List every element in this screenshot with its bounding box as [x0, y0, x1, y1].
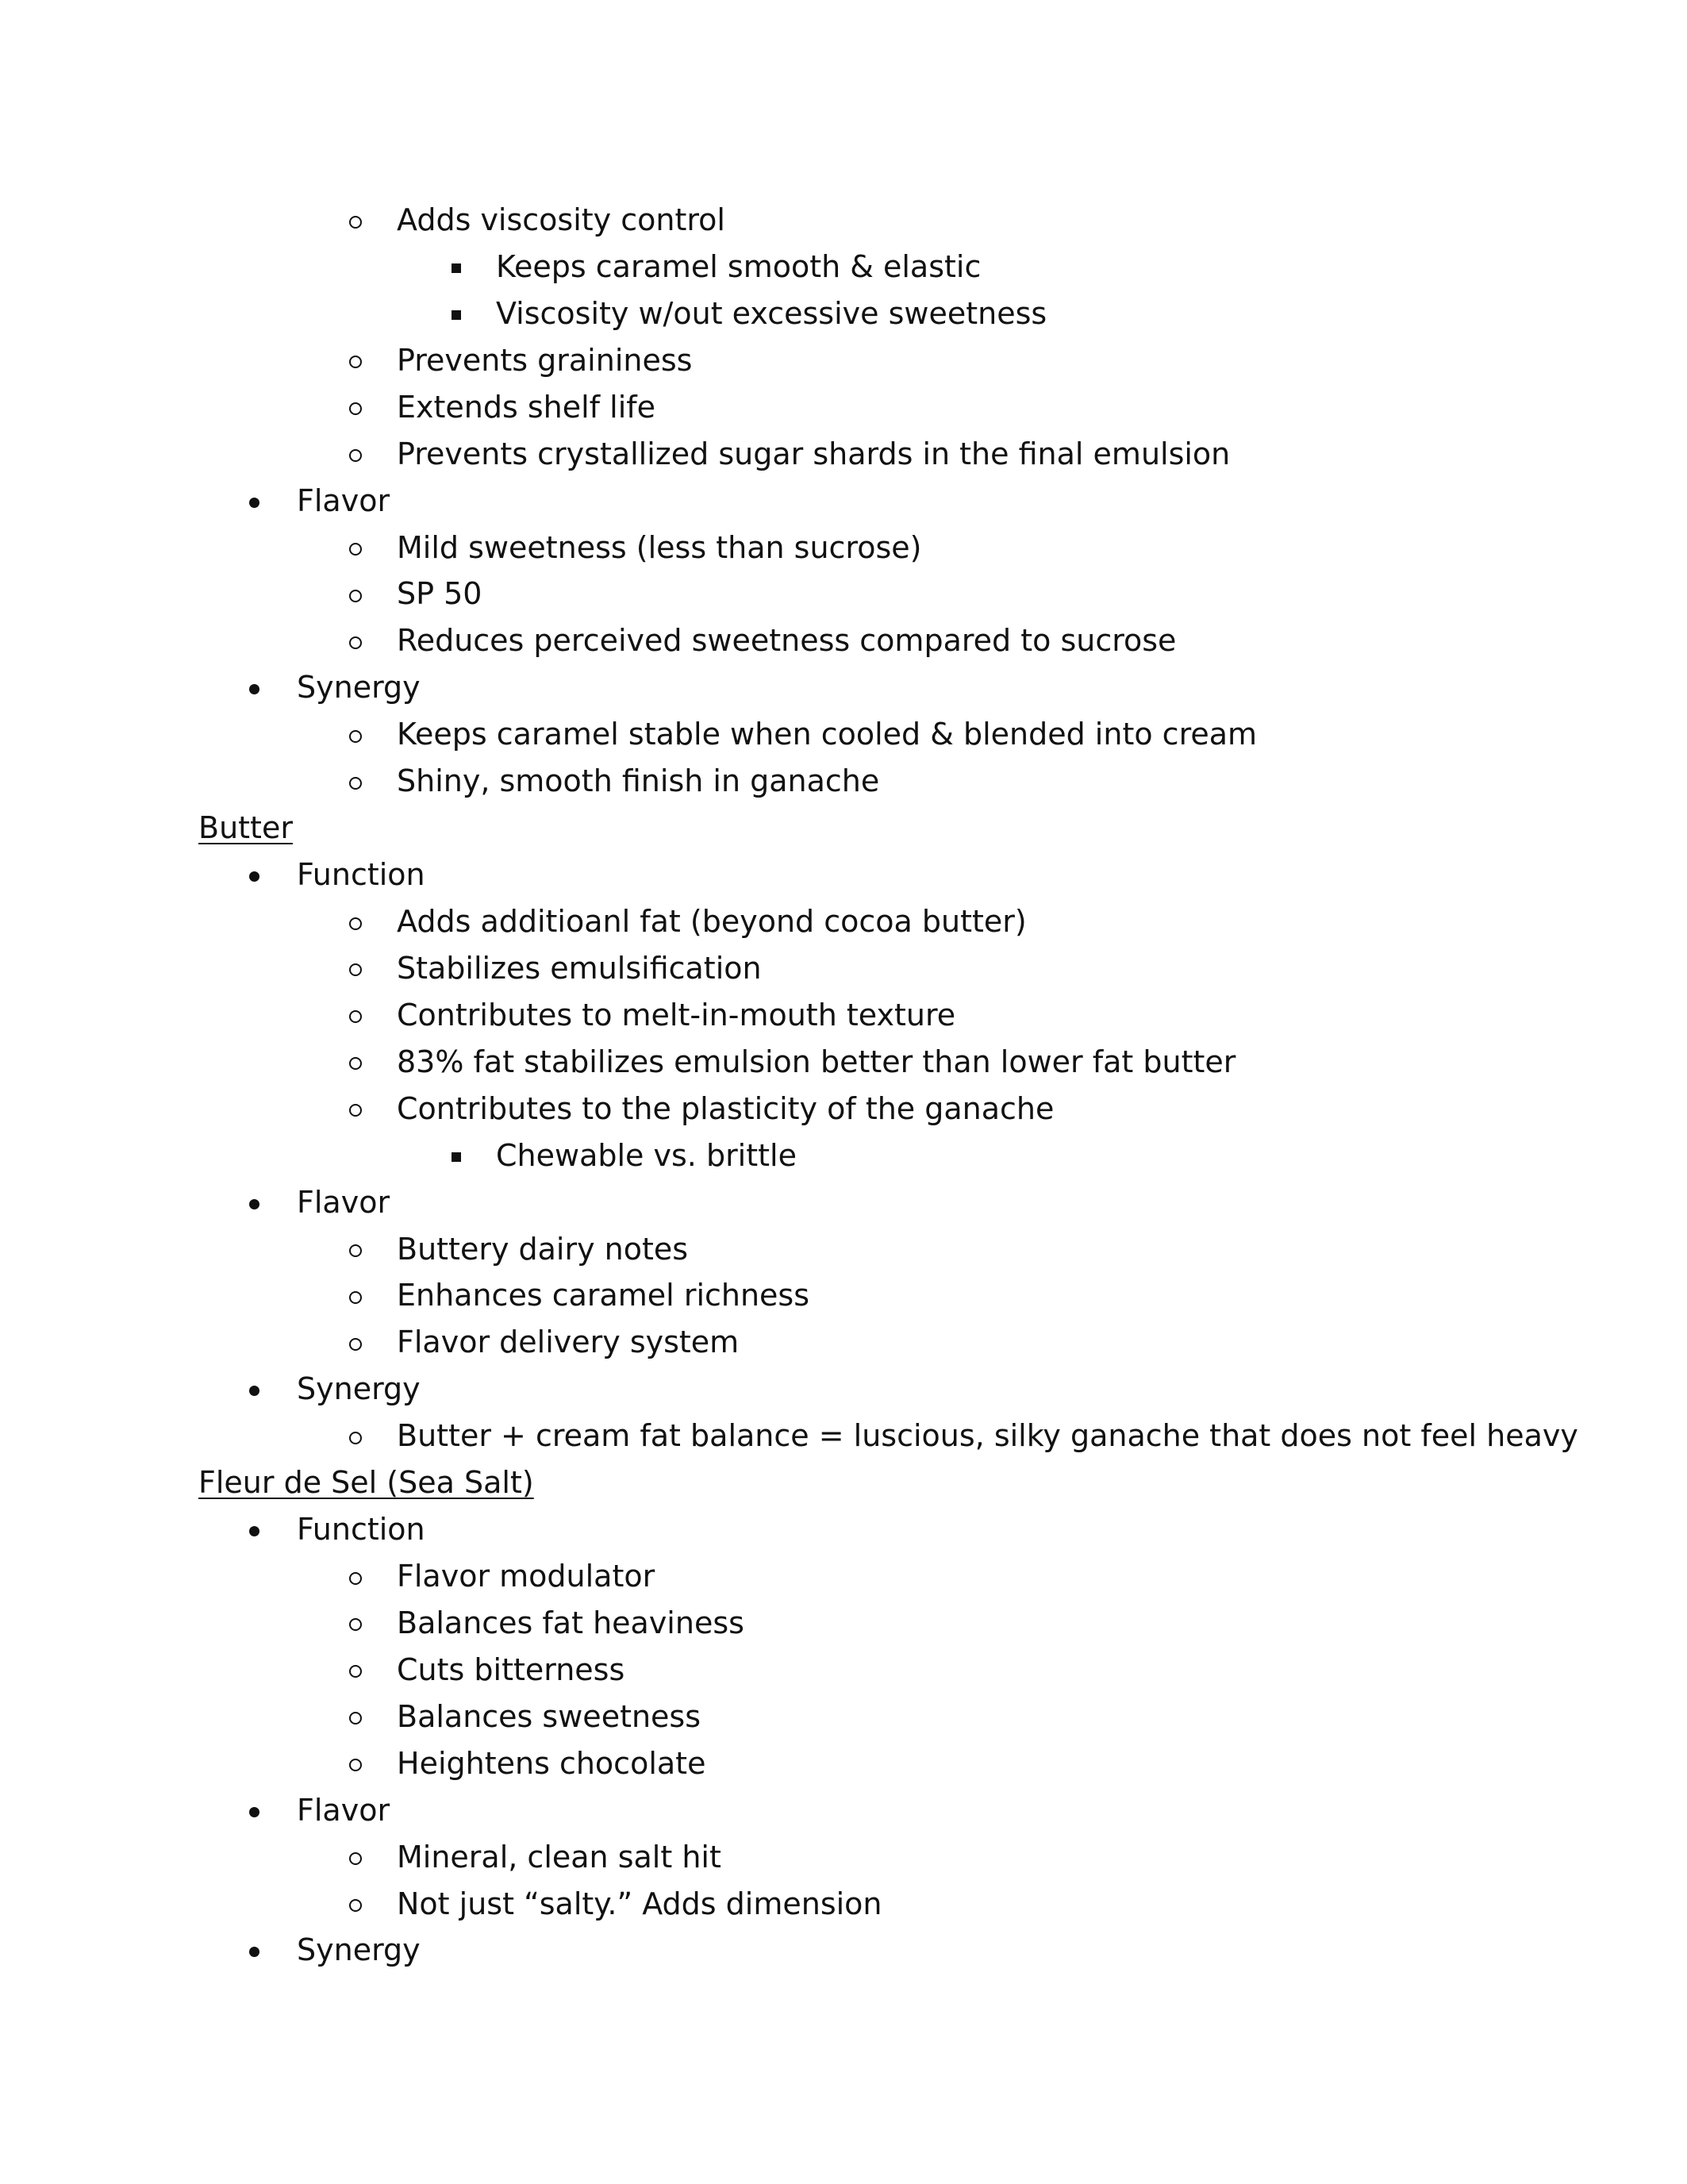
- circle-bullet-icon: [340, 991, 371, 1039]
- list-item: [0, 1786, 1687, 1834]
- list-item: [0, 383, 1687, 431]
- list-item: [0, 944, 1687, 992]
- item-text: Contributes to melt-in-mouth texture: [397, 997, 956, 1032]
- item-text: Chewable vs. brittle: [496, 1137, 797, 1173]
- item-text: Prevents crystallized sugar shards in the final emulsion: [397, 436, 1231, 471]
- square-bullet-icon: [440, 243, 472, 290]
- item-text: Shiny, smooth finish in ganache: [397, 763, 880, 799]
- list-item: [0, 1132, 1687, 1179]
- item-text: Flavor: [297, 483, 390, 518]
- list-item: [0, 710, 1687, 758]
- item-text: Enhances caramel richness: [397, 1278, 810, 1313]
- item-text: Balances sweetness: [397, 1698, 701, 1734]
- disc-bullet-icon: [238, 1365, 270, 1413]
- circle-bullet-icon: [340, 1880, 371, 1928]
- disc-bullet-icon: [238, 1179, 270, 1226]
- disc-bullet-icon: [238, 1505, 270, 1553]
- square-bullet-icon: [440, 290, 472, 337]
- list-item: [0, 1085, 1687, 1132]
- list-item: [0, 1365, 1687, 1413]
- list-item: [0, 1505, 1687, 1553]
- item-text: Flavor modulator: [397, 1559, 655, 1594]
- item-text: Mild sweetness (less than sucrose): [397, 529, 922, 565]
- list-item: [0, 1552, 1687, 1600]
- item-text: Adds viscosity control: [397, 202, 725, 237]
- item-text: Synergy: [297, 1932, 421, 1968]
- item-text: Not just “salty.” Adds dimension: [397, 1886, 882, 1921]
- list-item: [0, 898, 1687, 945]
- disc-bullet-icon: [238, 851, 270, 898]
- circle-bullet-icon: [340, 1552, 371, 1600]
- item-text: Viscosity w/out excessive sweetness: [496, 295, 1047, 331]
- item-text: Contributes to the plasticity of the ganache: [397, 1090, 1055, 1126]
- list-item: [0, 524, 1687, 571]
- item-text: Keeps caramel stable when cooled & blended into cream: [397, 717, 1258, 752]
- circle-bullet-icon: [340, 1646, 371, 1694]
- circle-bullet-icon: [340, 1740, 371, 1787]
- square-bullet-icon: [440, 1132, 472, 1179]
- item-text: Adds additioanl fat (beyond cocoa butter): [397, 904, 1027, 939]
- item-text: Balances fat heaviness: [397, 1605, 744, 1640]
- disc-bullet-icon: [238, 1926, 270, 1974]
- item-text: Mineral, clean salt hit: [397, 1839, 721, 1874]
- list-item: [0, 991, 1687, 1039]
- item-text: Extends shelf life: [397, 389, 656, 425]
- list-item: [0, 617, 1687, 664]
- list-item: [0, 1271, 1687, 1319]
- list-item: [0, 243, 1687, 290]
- item-text: Flavor: [297, 1792, 390, 1828]
- item-text: Stabilizes emulsification: [397, 950, 762, 986]
- circle-bullet-icon: [340, 757, 371, 805]
- circle-bullet-icon: [340, 524, 371, 571]
- list-item: [0, 1740, 1687, 1787]
- list-item: [0, 1318, 1687, 1366]
- circle-bullet-icon: [340, 336, 371, 384]
- circle-bullet-icon: [340, 1271, 371, 1319]
- circle-bullet-icon: [340, 430, 371, 478]
- list-item: [0, 1225, 1687, 1273]
- list-item: [0, 196, 1687, 244]
- circle-bullet-icon: [340, 1038, 371, 1086]
- item-text: Synergy: [297, 1371, 421, 1407]
- list-item: [0, 1038, 1687, 1086]
- disc-bullet-icon: [238, 1786, 270, 1834]
- disc-bullet-icon: [238, 477, 270, 525]
- list-item: [0, 1880, 1687, 1928]
- item-text: Function: [297, 1512, 425, 1547]
- circle-bullet-icon: [340, 944, 371, 992]
- list-item: [0, 1833, 1687, 1881]
- list-item: [0, 1693, 1687, 1740]
- list-item: [0, 1646, 1687, 1694]
- heading-text: Fleur de Sel (Sea Salt): [198, 1465, 534, 1501]
- heading-text: Butter: [198, 810, 293, 846]
- item-text: Synergy: [297, 670, 421, 706]
- circle-bullet-icon: [340, 570, 371, 617]
- item-text: Prevents graininess: [397, 342, 693, 378]
- disc-bullet-icon: [238, 663, 270, 711]
- circle-bullet-icon: [340, 1225, 371, 1273]
- list-item: [0, 477, 1687, 525]
- circle-bullet-icon: [340, 1318, 371, 1366]
- circle-bullet-icon: [340, 617, 371, 664]
- item-text: Flavor delivery system: [397, 1325, 740, 1360]
- item-text: Flavor: [297, 1184, 390, 1220]
- circle-bullet-icon: [340, 196, 371, 244]
- list-item: [0, 757, 1687, 805]
- list-item: [0, 1599, 1687, 1647]
- circle-bullet-icon: [340, 1599, 371, 1647]
- item-text: SP 50: [397, 576, 482, 612]
- list-item: [0, 1179, 1687, 1226]
- circle-bullet-icon: [340, 1085, 371, 1132]
- item-text: Function: [297, 857, 425, 892]
- circle-bullet-icon: [340, 1412, 371, 1459]
- item-text: Reduces perceived sweetness compared to sucrose: [397, 623, 1177, 659]
- circle-bullet-icon: [340, 383, 371, 431]
- circle-bullet-icon: [340, 710, 371, 758]
- circle-bullet-icon: [340, 898, 371, 945]
- circle-bullet-icon: [340, 1833, 371, 1881]
- list-item: [0, 336, 1687, 384]
- section-heading: [0, 804, 1687, 852]
- list-item: [0, 663, 1687, 711]
- list-item: [0, 570, 1687, 617]
- list-item: [0, 851, 1687, 898]
- item-text: Cuts bitterness: [397, 1651, 625, 1687]
- item-text: Heightens chocolate: [397, 1745, 706, 1781]
- circle-bullet-icon: [340, 1693, 371, 1740]
- item-text: Keeps caramel smooth & elastic: [496, 248, 982, 284]
- section-heading: [0, 1459, 1687, 1506]
- list-item: [0, 1412, 1687, 1459]
- list-item: [0, 430, 1687, 478]
- item-text: 83% fat stabilizes emulsion better than lower fat butter: [397, 1044, 1236, 1079]
- list-item: [0, 290, 1687, 337]
- item-text: Buttery dairy notes: [397, 1231, 689, 1267]
- list-item: [0, 1926, 1687, 1974]
- item-text: Butter + cream fat balance = luscious, silky ganache that does not feel heavy: [397, 1418, 1578, 1454]
